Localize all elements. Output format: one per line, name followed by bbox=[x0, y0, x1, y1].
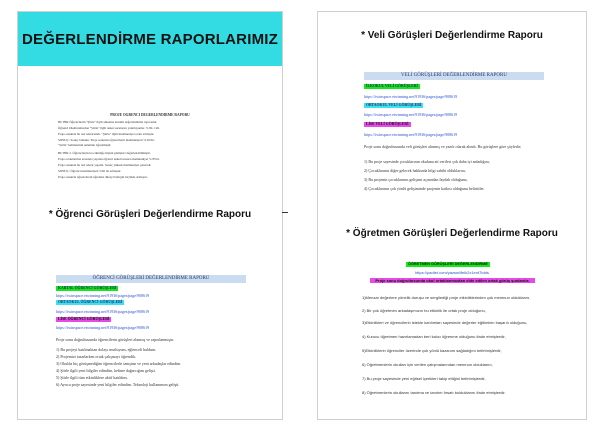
report-intro: Proje sonu doğrultusunda öğrencilerin görüşleri alınmış ve raporlanmıştır. bbox=[56, 337, 175, 342]
teacher-link[interactable]: https://padlet.com/yazsw/lfelk2x1ent7tdds bbox=[415, 270, 489, 275]
parent-item: 1) Bu proje sayesinde çocuklarının okuluna ait verileri çok daha iyi anladığını, bbox=[364, 159, 490, 164]
teacher-item: 1)Menzar değerlere yönelik duruşu ve sergilediği proje etkinliklerinden çok memnun olduklarını, bbox=[362, 295, 531, 300]
parent-tag-3: LİSE VELİ GÖRÜŞLERİ bbox=[366, 122, 409, 126]
parent-link-3[interactable]: https://twinspace.etwinning.net/91936/pages/page/908619 bbox=[364, 132, 458, 137]
teacher-item: 3)Etkinlikleri ve öğrencilerin istekle katılımları sayesinde değerler eğitiminin başarılı olduğunu, bbox=[362, 320, 528, 325]
parent-item: 4) Çocuklarının çok yönlü gelişiminde projenin katkısı olduğunu belirttiler. bbox=[364, 186, 485, 191]
teacher-item: 8) Öğretmenlerin okullarını tanıtma ve tanıtım fırsatı bulduklarını ifade etmişlerdir. bbox=[362, 390, 506, 395]
parent-intro: Proje sonu doğrultusunda veli görüşleri alınmış ve yazılı olarak alındı. Bu görüşlere göre şöyledir; bbox=[364, 144, 522, 149]
inner-line: Proje sonunda bu test tekrarlandı. "Şiirle" ilgili memnuniyet oranı artmıştır. bbox=[58, 132, 155, 136]
report-item: 2) Projemizi tasarlarken ortak çalışmayı öğrendik. bbox=[56, 354, 137, 359]
inner-line: Proje sonunda öğrencilerin öğrenme düzeyi belirgin biçimde artmıştır. bbox=[58, 175, 148, 179]
report-item: 4) Şiirle ilgili yeni bilgiler edindim, kelime dağarcığım gelişti. bbox=[56, 368, 156, 373]
parent-tag-2: ORTAOKUL VELİ GÖRÜŞLERİ bbox=[366, 103, 422, 107]
report-link-1[interactable]: https://twinspace.etwinning.net/91936/pages/page/908619 bbox=[56, 293, 150, 298]
parent-link-1[interactable]: https://twinspace.etwinning.net/91936/pages/page/908619 bbox=[364, 94, 458, 99]
report-link-3[interactable]: https://twinspace.etwinning.net/91936/pages/page/908619 bbox=[56, 325, 150, 330]
inner-line: Öğrenci Okullarımızdan "Şiirle" ilgili anket sorularını yanıtlayanlar. % 82,1 idi. bbox=[58, 126, 160, 130]
school-tag-2: ORTAOKUL ÖĞRENCİ GÖRÜŞLERİ bbox=[58, 300, 123, 304]
student-section-heading: * Öğrenci Görüşleri Değerlendirme Raporu bbox=[48, 209, 252, 220]
school-tag-3: LİSE ÖĞRENCİ GÖRÜŞLERİ bbox=[58, 317, 110, 321]
inner-line: Proje sonunda bu test tekrar yapıldı. Sonuç yüksek memnuniyet gösterdi. bbox=[58, 163, 152, 167]
inner-line: "Şiirle" kelimesinin anlamını öğrenmiştir. bbox=[58, 143, 112, 147]
parent-tag-1: İLKOKUL VELİ GÖRÜŞLERİ bbox=[366, 84, 418, 88]
parent-report-header: VELİ GÖRÜŞLERİ DEĞERLENDİRME RAPORU bbox=[364, 72, 544, 80]
title-banner bbox=[18, 12, 282, 66]
page-connector-mark bbox=[282, 212, 288, 213]
teacher-section-heading: * Öğretmen Görüşleri Değerlendirme Raporu bbox=[346, 228, 558, 239]
school-tag-1: KARTAL ÖĞRENCİ GÖRÜŞLERİ bbox=[58, 286, 117, 290]
teacher-item: 2) Bir çok öğretmen arkadaşımızın bu etkinlik ile ortak proje olduğunu, bbox=[362, 308, 486, 313]
parent-section-heading: * Veli Görüşleri Değerlendirme Raporu bbox=[361, 30, 543, 41]
teacher-item: 7) Bu proje sayesinde yeni eğitsel içerikleri takip ettiğini belirtmişlerdir, bbox=[362, 376, 486, 381]
inner-line: Proje ortaklarımız arasında yapılan öğrenci anketi sonucu memnuniyet % 85'tir. bbox=[58, 157, 160, 161]
inner-report-title: PROJE ÖĞRENCİ DEĞERLENDİRME RAPORU bbox=[110, 113, 190, 117]
student-report-header: ÖĞRENCİ GÖRÜŞLERİ DEĞERLENDİRME RAPORU bbox=[56, 275, 246, 283]
report-item: 3) Okulda hiç görüşmediğim öğrencilerle tanıştım ve yeni arkadaşlar edindim. bbox=[56, 361, 182, 366]
parent-item: 2) Çocuklarının diğer gelecek hakkında bilgi sahibi olduklarını, bbox=[364, 168, 466, 173]
report-item: 6) Ayrıca proje sayesinde yeni bilgiler edindim. Teknoloji kullanımım gelişti. bbox=[56, 382, 180, 387]
teacher-item: 4) Kurucu öğretmen hazırlamadan beri kalıcı öğrenme olduğunu ifade etmişlerdir, bbox=[362, 334, 506, 339]
teacher-report-header: ÖĞRETMEN GÖRÜŞLERİ DEĞERLENDİRME bbox=[408, 262, 488, 266]
inner-line: BU BİR Öğrencilerin "Şiirle" ilgili anketine katılım değerlendirme raporudur. bbox=[58, 120, 158, 124]
inner-line: SONUÇ: Sonuç bulunur. Proje sonunda öğrencilerin memnuniyeti % 92'dir. bbox=[58, 138, 155, 142]
teacher-item: 6) Öğretmenlerin okulları için verilen çalışmalarından memnun olduklarını, bbox=[362, 362, 493, 367]
parent-item: 3) Bu projenin çocuklarının gelişimi açısından faydalı olduğunu, bbox=[364, 177, 468, 182]
page-title: DEĞERLENDİRME RAPORLARIMIZ bbox=[21, 31, 279, 48]
inner-line: BU BİR 2. Öğrencilerin bu etkinliğe ilişkin görüşleri değerlendirilmiştir. bbox=[58, 151, 151, 155]
report-item: 5) Şiirle ilgili tüm etkinliklere aktif katıldım. bbox=[56, 375, 128, 380]
left-page bbox=[18, 12, 282, 419]
parent-link-2[interactable]: https://twinspace.etwinning.net/91936/pages/page/908619 bbox=[364, 112, 458, 117]
teacher-item: 5)Etkinliklerin öğrenciler üzerinde çok yönlü kazanım sağladığını belirtmişlerdir, bbox=[362, 348, 502, 353]
right-page bbox=[318, 12, 586, 419]
report-link-2[interactable]: https://twinspace.etwinning.net/91936/pages/page/908619 bbox=[56, 309, 150, 314]
report-item: 1) Bu projeyi katılmaktan dolayı mutluyum, eğlenceli buldum. bbox=[56, 347, 157, 352]
teacher-highlight: Proje sonu doğrultusunda okul ortaklarımızdan elde edilen ortak görüş şunlardır; bbox=[370, 278, 535, 283]
inner-line: SONUÇ: Öğrenci memnuniyeti %92 ile artmıştır. bbox=[58, 169, 122, 173]
